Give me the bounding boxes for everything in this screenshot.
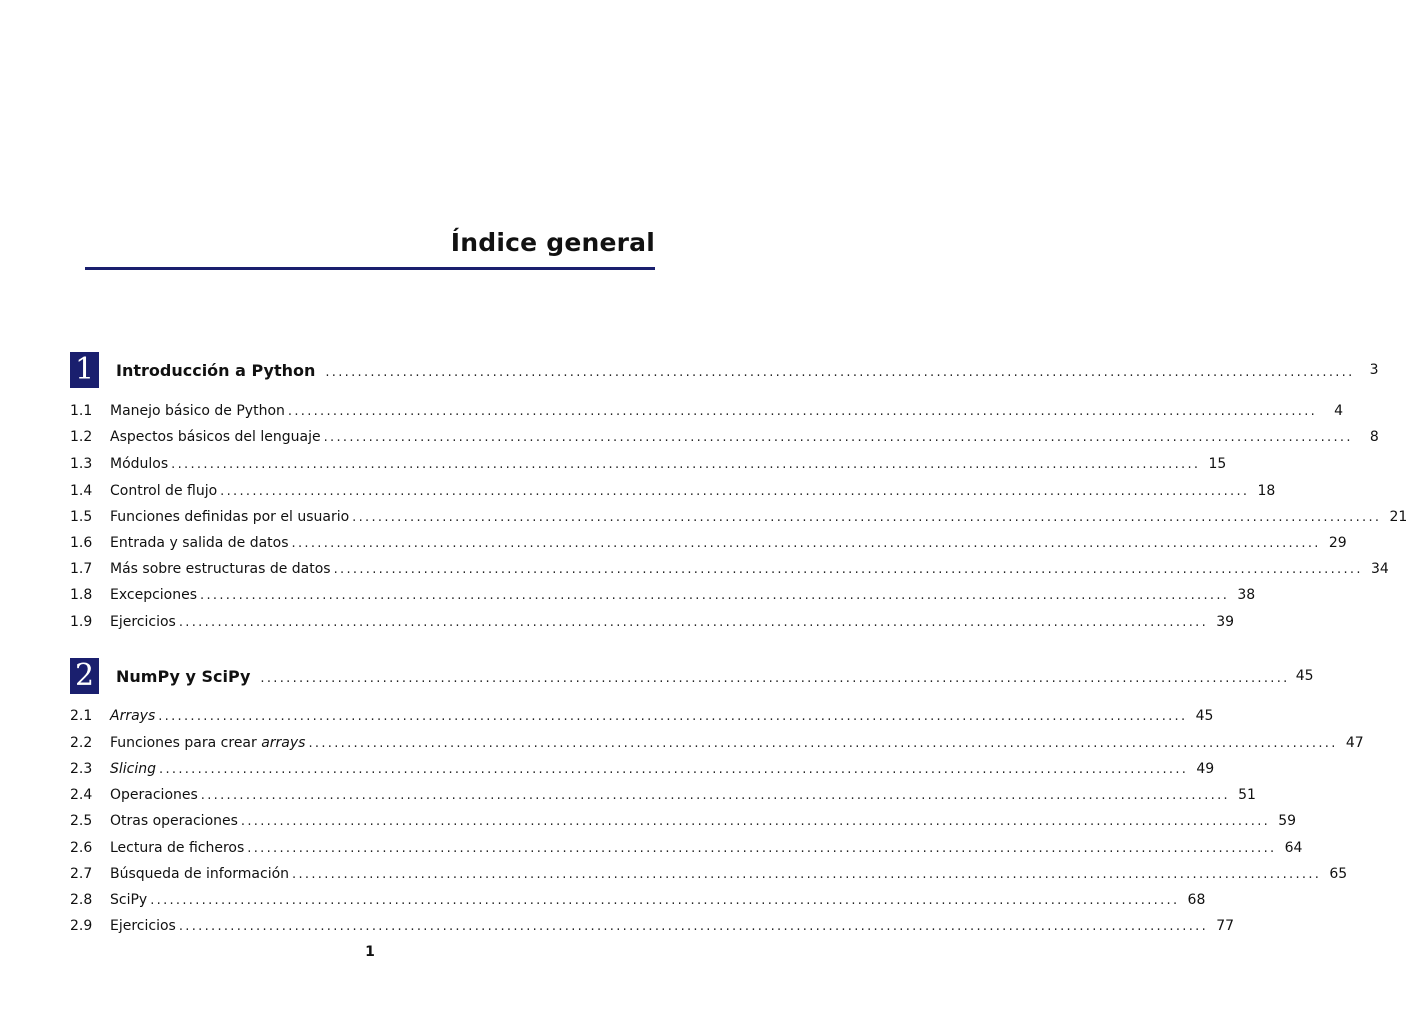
- leader-dots: ................................................................................................................................................................: [247, 841, 1277, 856]
- toc-section-entry[interactable]: [70, 916, 1235, 936]
- toc-section-entry[interactable]: [70, 759, 1215, 779]
- toc-section-entry[interactable]: [70, 481, 1276, 501]
- toc-section-entry[interactable]: [70, 507, 1407, 527]
- section-page: 8: [1369, 429, 1379, 445]
- chapter-number-box: 1: [70, 352, 99, 388]
- section-page: 47: [1345, 735, 1364, 751]
- toc-section-entry[interactable]: [70, 733, 1364, 753]
- section-number: 2.2: [70, 735, 93, 751]
- leader-dots: ................................................................................................................................................................: [178, 615, 1209, 630]
- toc-section-entry[interactable]: [70, 890, 1206, 910]
- section-number: 1.4: [70, 483, 93, 499]
- leader-dots: ................................................................................................................................................................: [220, 484, 1250, 499]
- section-title: Ejercicios: [110, 614, 176, 630]
- chapter-title: Introducción a Python: [116, 360, 316, 380]
- section-title: Operaciones: [110, 787, 198, 803]
- section-page: 29: [1328, 535, 1347, 551]
- section-title: Ejercicios: [110, 918, 176, 934]
- section-page: 39: [1216, 614, 1235, 630]
- leader-dots: ................................................................................................................................................................: [240, 814, 1271, 829]
- leader-dots: ................................................................................................................................................................: [325, 365, 1355, 380]
- section-number: 1.1: [70, 403, 93, 419]
- section-title: Lectura de ficheros: [110, 840, 245, 856]
- toc-section-entry[interactable]: [70, 785, 1256, 805]
- section-title: Manejo básico de Python: [110, 403, 285, 419]
- section-page: 34: [1370, 561, 1389, 577]
- section-title: SciPy: [110, 892, 148, 908]
- chapter-page: 45: [1295, 668, 1314, 684]
- page-title: Índice general: [450, 227, 655, 257]
- section-number: 2.4: [70, 787, 93, 803]
- toc-section-entry[interactable]: [70, 612, 1235, 632]
- section-page: 18: [1257, 483, 1276, 499]
- leader-dots: ................................................................................................................................................................: [323, 430, 1353, 445]
- section-number: 1.6: [70, 535, 93, 551]
- section-title: Funciones definidas por el usuario: [110, 509, 350, 525]
- section-number: 1.2: [70, 429, 93, 445]
- section-number: 2.1: [70, 708, 93, 724]
- leader-dots: ................................................................................................................................................................: [171, 457, 1201, 472]
- section-number: 1.8: [70, 587, 93, 603]
- section-page: 45: [1195, 708, 1214, 724]
- section-page: 65: [1329, 866, 1348, 882]
- chapter-title: NumPy y SciPy: [116, 666, 251, 686]
- toc-section-entry[interactable]: [70, 401, 1344, 421]
- toc-section-entry[interactable]: [70, 427, 1379, 447]
- toc-section-entry[interactable]: [70, 585, 1256, 605]
- leader-dots: ................................................................................................................................................................: [150, 893, 1180, 908]
- section-page: 49: [1196, 761, 1215, 777]
- section-title: Aspectos básicos del lenguaje: [110, 429, 321, 445]
- chapter-2-entry[interactable]: [70, 658, 1314, 694]
- toc-section-entry[interactable]: [70, 864, 1348, 884]
- section-number: 1.9: [70, 614, 93, 630]
- section-page: 68: [1187, 892, 1206, 908]
- section-page: 59: [1278, 813, 1297, 829]
- section-page: 64: [1284, 840, 1303, 856]
- chapter-1-entry[interactable]: [70, 352, 1379, 388]
- toc-section-entry[interactable]: [70, 454, 1227, 474]
- leader-dots: ................................................................................................................................................................: [308, 736, 1338, 751]
- section-number: 2.6: [70, 840, 93, 856]
- section-page: 51: [1238, 787, 1256, 803]
- section-number: 2.5: [70, 813, 93, 829]
- section-page: 77: [1216, 918, 1235, 934]
- section-page: 15: [1208, 456, 1227, 472]
- section-title: Arrays: [110, 708, 156, 724]
- toc-section-entry[interactable]: [70, 533, 1347, 553]
- leader-dots: ................................................................................................................................................................: [292, 867, 1322, 882]
- chapter-number-box: 2: [70, 658, 99, 694]
- leader-dots: ................................................................................................................................................................: [352, 510, 1382, 525]
- toc-section-entry[interactable]: [70, 706, 1214, 726]
- section-title-italic: arrays: [261, 735, 306, 751]
- section-title: Otras operaciones: [110, 813, 238, 829]
- toc-section-entry[interactable]: [70, 811, 1297, 831]
- section-title: Control de flujo: [110, 483, 218, 499]
- toc-section-entry[interactable]: [70, 838, 1303, 858]
- page-number: 1: [365, 944, 375, 960]
- section-title: Excepciones: [110, 587, 198, 603]
- section-title-text: Funciones para crear: [110, 735, 262, 751]
- section-page: 4: [1334, 403, 1344, 419]
- section-title: Búsqueda de información: [110, 866, 290, 882]
- leader-dots: ................................................................................................................................................................: [178, 919, 1209, 934]
- section-title: Entrada y salida de datos: [110, 535, 289, 551]
- section-number: 1.7: [70, 561, 93, 577]
- section-title: Más sobre estructuras de datos: [110, 561, 331, 577]
- section-title: Módulos: [110, 456, 169, 472]
- section-number: 2.9: [70, 918, 93, 934]
- leader-dots: ................................................................................................................................................................: [333, 562, 1363, 577]
- leader-dots: ................................................................................................................................................................: [158, 709, 1188, 724]
- leader-dots: ................................................................................................................................................................: [287, 404, 1318, 419]
- leader-dots: ................................................................................................................................................................: [200, 588, 1230, 603]
- section-number: 2.8: [70, 892, 93, 908]
- leader-dots: ................................................................................................................................................................: [291, 536, 1321, 551]
- chapter-page: 3: [1369, 362, 1379, 378]
- section-page: 38: [1237, 587, 1256, 603]
- section-number: 1.3: [70, 456, 93, 472]
- section-number: 1.5: [70, 509, 93, 525]
- section-title: [110, 733, 305, 753]
- leader-dots: ................................................................................................................................................................: [260, 671, 1290, 686]
- title-rule: [85, 267, 655, 270]
- section-number: 2.7: [70, 866, 93, 882]
- section-page: 21: [1389, 509, 1407, 525]
- leader-dots: ................................................................................................................................................................: [200, 788, 1230, 803]
- leader-dots: ................................................................................................................................................................: [159, 762, 1189, 777]
- section-title: Slicing: [110, 761, 157, 777]
- toc-section-entry[interactable]: [70, 559, 1389, 579]
- section-number: 2.3: [70, 761, 93, 777]
